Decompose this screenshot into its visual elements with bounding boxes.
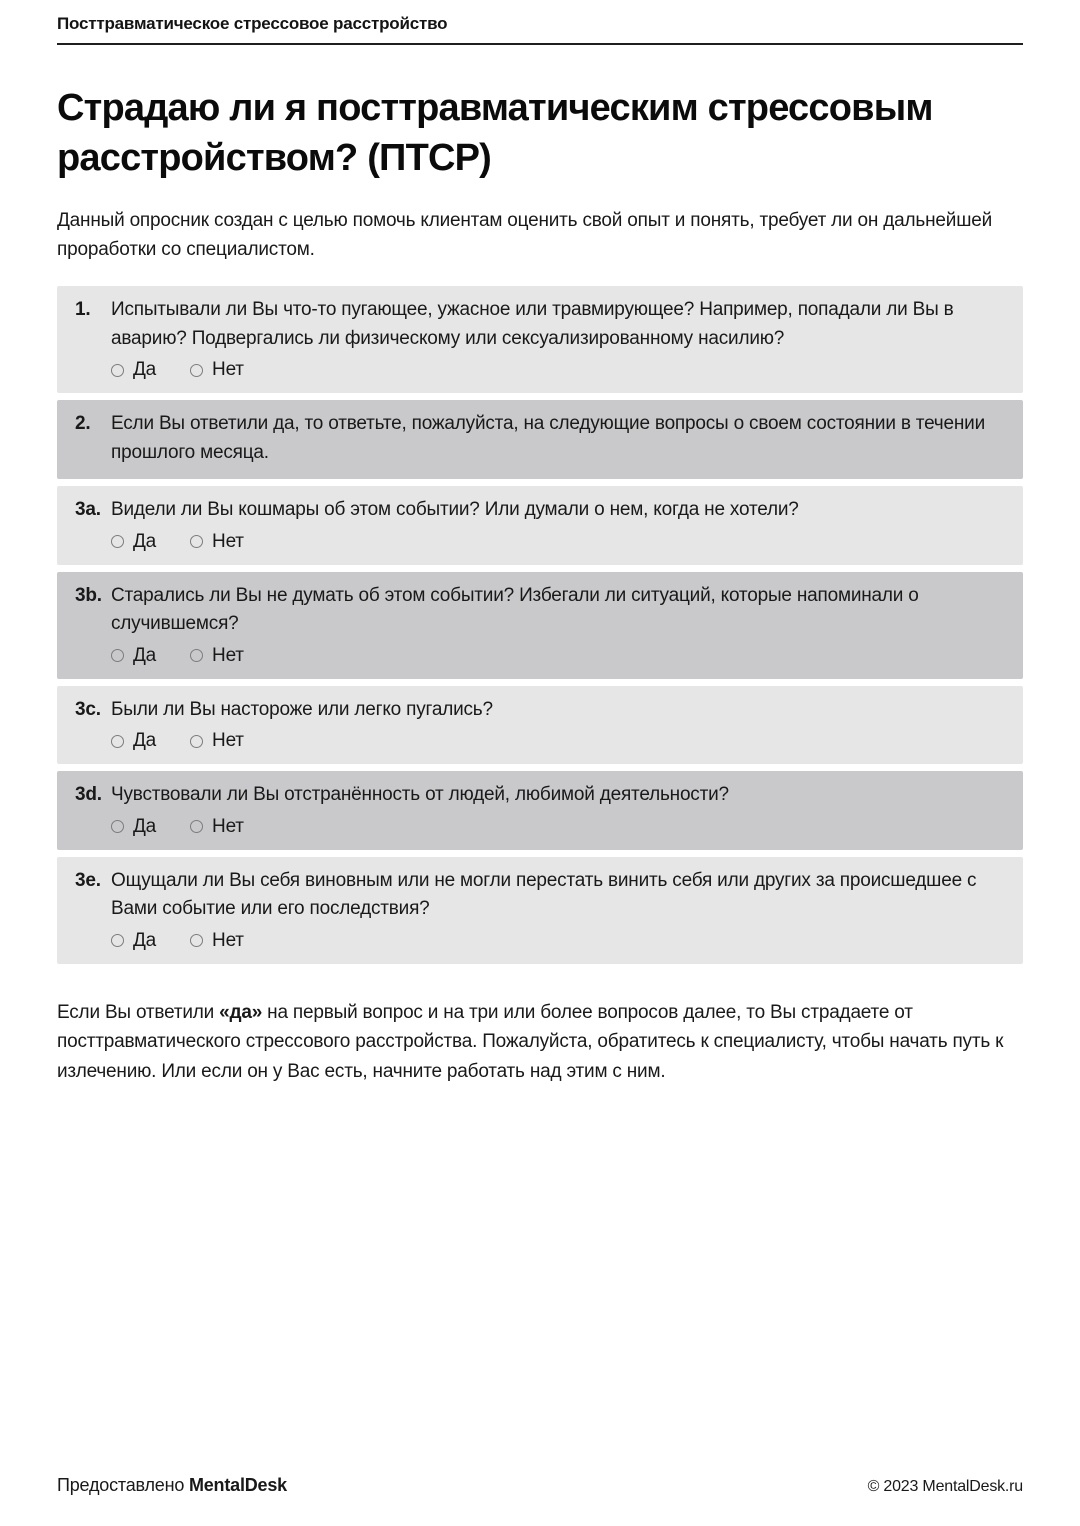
radio-no-label: Нет [212, 929, 244, 951]
question-body [111, 296, 1005, 381]
question-text: Ощущали ли Вы себя виновным или не могли перестать винить себя или других за происшедшее с Вами событие или его последствия? [111, 869, 977, 920]
question-block-3c [57, 686, 1023, 765]
radio-circle-icon[interactable] [190, 735, 203, 748]
outro-paragraph [57, 998, 1023, 1086]
radio-circle-icon[interactable] [190, 535, 203, 548]
radio-option-yes[interactable] [111, 930, 156, 952]
radio-circle-icon[interactable] [111, 934, 124, 947]
question-body [111, 867, 1005, 952]
intro-paragraph: Данный опросник создан с целью помочь клиентам оценить свой опыт и понять, требует ли он дальнейшей проработки со специалистом. [57, 210, 993, 260]
page-footer [57, 1475, 1023, 1496]
radio-option-no[interactable] [190, 359, 244, 381]
radio-no-label: Нет [212, 644, 244, 666]
radio-circle-icon[interactable] [111, 649, 124, 662]
question-text: Чувствовали ли Вы отстранённость от людей, любимой деятельности? [111, 784, 729, 806]
answer-options [111, 645, 1005, 667]
footer-copyright: © 2023 MentalDesk.ru [867, 1478, 1023, 1495]
radio-option-no[interactable] [190, 730, 244, 752]
radio-circle-icon[interactable] [111, 735, 124, 748]
radio-yes-label: Да [133, 644, 157, 666]
outro-text-start: Если Вы ответили [57, 1001, 220, 1023]
radio-option-no[interactable] [190, 930, 244, 952]
question-block-2 [57, 400, 1023, 479]
outro-bold-yes: «да» [219, 1001, 263, 1023]
question-number: 3a. [75, 499, 101, 521]
document-header: Посттравматическое стрессовое расстройство [57, 14, 1023, 45]
radio-circle-icon[interactable] [190, 649, 203, 662]
outro-text-end: на первый вопрос и на три или более вопросов далее, то Вы страдаете от посттравматического стрессового расстройства. Пожалуйста, обратитесь к специалисту, чтобы начать путь к излечению. Или если он у Вас есть, начните работать над этим с ним. [57, 1001, 1004, 1082]
footer-brand: MentalDesk [188, 1475, 287, 1495]
question-body [111, 781, 1005, 838]
answer-options [111, 930, 1005, 952]
question-block-3e [57, 857, 1023, 964]
radio-circle-icon[interactable] [111, 364, 124, 377]
radio-no-label: Нет [212, 730, 244, 752]
radio-option-yes[interactable] [111, 730, 156, 752]
radio-yes-label: Да [133, 929, 157, 951]
question-number: 1. [75, 299, 91, 321]
radio-no-label: Нет [212, 530, 244, 552]
radio-circle-icon[interactable] [190, 934, 203, 947]
question-text: Были ли Вы настороже или легко пугались? [111, 698, 493, 720]
radio-circle-icon[interactable] [111, 820, 124, 833]
question-block-1 [57, 286, 1023, 393]
radio-yes-label: Да [133, 730, 157, 752]
question-block-3d [57, 771, 1023, 850]
question-number: 3d. [75, 784, 102, 806]
radio-option-no[interactable] [190, 816, 244, 838]
footer-provided-by-text: Предоставлено [57, 1475, 189, 1495]
question-text: Старались ли Вы не думать об этом событии? Избегали ли ситуаций, которые напоминали о случившемся? [111, 584, 919, 635]
question-number: 2. [75, 413, 91, 435]
question-body [111, 410, 1005, 467]
answer-options [111, 359, 1005, 381]
radio-option-yes[interactable] [111, 531, 156, 553]
radio-circle-icon[interactable] [190, 364, 203, 377]
question-number: 3e. [75, 869, 101, 891]
radio-no-label: Нет [212, 359, 244, 381]
question-text: Видели ли Вы кошмары об этом событии? Или думали о нем, когда не хотели? [111, 499, 799, 521]
radio-option-no[interactable] [190, 531, 244, 553]
page-title: Страдаю ли я посттравматическим стрессовым расстройством? (ПТСР) [57, 87, 933, 180]
radio-option-no[interactable] [190, 645, 244, 667]
question-body [111, 496, 1005, 553]
question-number: 3b. [75, 584, 102, 606]
radio-option-yes[interactable] [111, 645, 156, 667]
question-block-3a [57, 486, 1023, 565]
question-body [111, 696, 1005, 753]
radio-circle-icon[interactable] [111, 535, 124, 548]
radio-option-yes[interactable] [111, 359, 156, 381]
answer-options [111, 531, 1005, 553]
question-text: Если Вы ответили да, то ответьте, пожалуйста, на следующие вопросы о своем состоянии в течении прошлого месяца. [111, 413, 985, 463]
question-block-3b [57, 572, 1023, 679]
answer-options [111, 730, 1005, 752]
radio-yes-label: Да [133, 815, 157, 837]
footer-provided-by [57, 1475, 287, 1496]
question-number: 3c. [75, 698, 101, 720]
answer-options [111, 816, 1005, 838]
radio-yes-label: Да [133, 530, 157, 552]
radio-no-label: Нет [212, 815, 244, 837]
question-text: Испытывали ли Вы что-то пугающее, ужасное или травмирующее? Например, попадали ли Вы в аварию? Подвергались ли физическому или сексуализированному насилию? [111, 299, 954, 349]
radio-option-yes[interactable] [111, 816, 156, 838]
questionnaire [57, 286, 1023, 964]
radio-yes-label: Да [133, 359, 157, 381]
question-body [111, 582, 1005, 667]
radio-circle-icon[interactable] [190, 820, 203, 833]
